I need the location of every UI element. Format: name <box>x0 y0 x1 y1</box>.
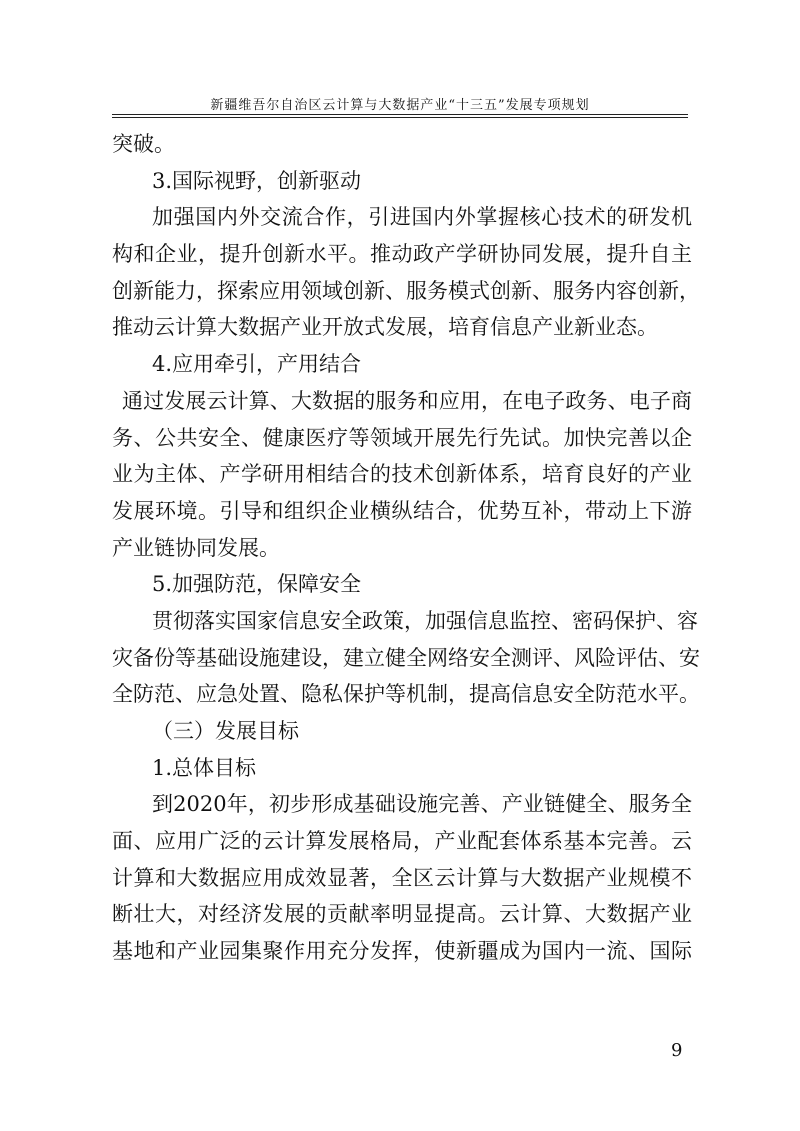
text-line: 务、公共安全、健康医疗等领域开展先行先试。加快完善以企 <box>112 425 692 450</box>
text-line: 通过发展云计算、大数据的服务和应用，在电子政务、电子商 <box>122 388 692 413</box>
text-line: 灾备份等基础设施建设，建立健全网络安全测评、风险评估、安 <box>112 645 700 670</box>
section-heading: 4.应用牵引，产用结合 <box>152 352 362 377</box>
header-rule <box>112 114 688 115</box>
text-line: 创新能力，探索应用领域创新、服务模式创新、服务内容创新， <box>112 278 700 303</box>
text-line: 面、应用广泛的云计算发展格局，产业配套体系基本完善。云 <box>112 829 692 854</box>
section-heading: 1.总体目标 <box>152 755 257 780</box>
text-line: 计算和大数据应用成效显著，全区云计算与大数据产业规模不 <box>112 865 692 890</box>
text-line: 基地和产业园集聚作用充分发挥，使新疆成为国内一流、国际 <box>112 939 692 964</box>
section-heading: 5.加强防范，保障安全 <box>152 572 362 597</box>
header-rule-thin <box>112 117 688 118</box>
text-line: 突破。 <box>112 132 175 156</box>
text-line: 断壮大，对经济发展的贡献率明显提高。云计算、大数据产业 <box>112 902 692 927</box>
running-header: 新疆维吾尔自治区云计算与大数据产业“十三五”发展专项规划 <box>210 98 590 113</box>
chapter-heading: （三）发展目标 <box>152 719 299 743</box>
text-line: 贯彻落实国家信息安全政策，加强信息监控、密码保护、容 <box>152 608 698 633</box>
body-text <box>112 126 700 970</box>
text-line: 到2020年，初步形成基础设施完善、产业链健全、服务全 <box>152 792 692 817</box>
text-line: 加强国内外交流合作，引进国内外掌握核心技术的研发机 <box>152 205 692 230</box>
text-line: 业为主体、产学研用相结合的技术创新体系，培育良好的产业 <box>112 462 692 487</box>
text-line: 发展环境。引导和组织企业横纵结合，优势互补，带动上下游 <box>112 498 692 523</box>
text-line: 全防范、应急处置、隐私保护等机制，提高信息安全防范水平。 <box>112 682 700 707</box>
text-line: 推动云计算大数据产业开放式发展，培育信息产业新业态。 <box>112 315 658 340</box>
section-heading: 3.国际视野，创新驱动 <box>152 168 362 193</box>
text-line: 产业链协同发展。 <box>112 535 280 560</box>
page-number: 9 <box>671 1040 683 1061</box>
text-line: 构和企业，提升创新水平。推动政产学研协同发展，提升自主 <box>112 242 692 267</box>
